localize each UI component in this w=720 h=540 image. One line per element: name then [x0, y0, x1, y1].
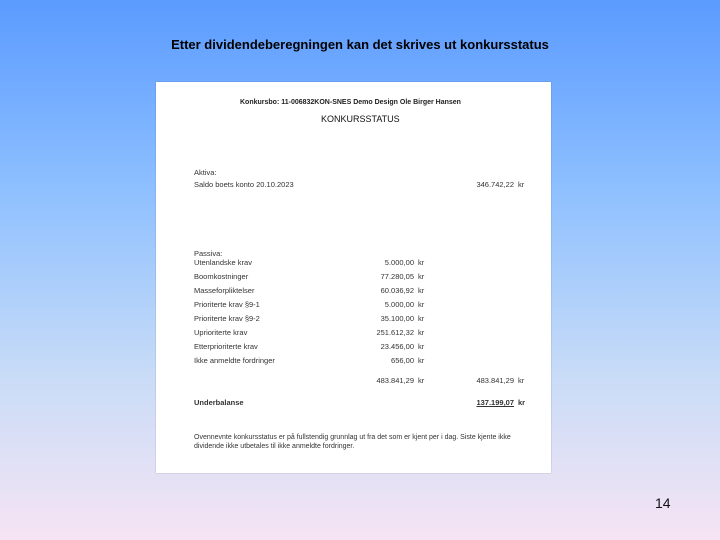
liability-row-amount: 23.456,00 — [380, 342, 414, 351]
liability-row-label: Uprioriterte krav — [194, 328, 248, 337]
liability-row-label: Boomkostninger — [194, 272, 249, 281]
liability-row-amount: 251.612,32 — [376, 328, 414, 337]
liabilities-total-amount: 483.841,29 — [376, 376, 414, 385]
status-note: Ovennevnte konkursstatus er på fullstendig grunnlag ut fra det som er kjent per i dag. Siste kjente ikke dividende ikke utbetales til ikke anmeldte fordringer. — [194, 434, 511, 450]
liability-row-unit: kr — [418, 328, 425, 337]
liability-row-unit: kr — [418, 272, 425, 281]
deficit-label: Underbalanse — [194, 398, 244, 407]
asset-row-label: Saldo boets konto 20.10.2023 — [194, 180, 294, 189]
liability-row-amount: 35.100,00 — [380, 314, 414, 323]
slide-title: Etter dividendeberegningen kan det skrives ut konkursstatus — [171, 37, 549, 52]
document-page — [156, 82, 551, 473]
assets-label: Aktiva: — [194, 168, 217, 177]
liability-row-unit: kr — [418, 258, 425, 267]
liability-row-label: Etterprioriterte krav — [194, 342, 258, 351]
liabilities-total-unit: kr — [418, 376, 425, 385]
page-number: 14 — [655, 495, 671, 511]
liability-row-label: Prioriterte krav §9-2 — [194, 314, 260, 323]
liabilities-total-right-unit: kr — [518, 376, 525, 385]
liability-row-unit: kr — [418, 300, 425, 309]
liability-row-label: Utenlandske krav — [194, 258, 252, 267]
liability-row-label: Prioriterte krav §9-1 — [194, 300, 260, 309]
liability-row-amount: 656,00 — [391, 356, 414, 365]
liability-row-unit: kr — [418, 286, 425, 295]
asset-row-unit: kr — [518, 180, 525, 189]
liability-row-unit: kr — [418, 356, 425, 365]
deficit-unit: kr — [518, 398, 526, 407]
liability-row-unit: kr — [418, 314, 425, 323]
asset-row-amount: 346.742,22 — [476, 180, 514, 189]
liability-row-unit: kr — [418, 342, 425, 351]
document-heading: KONKURSSTATUS — [321, 114, 400, 124]
deficit-amount: 137.199,07 — [476, 398, 514, 407]
estate-header: Konkursbo: 11-006832KON-SNES Demo Design Ole Birger Hansen — [240, 99, 461, 106]
liability-row-amount: 5.000,00 — [384, 258, 414, 267]
liability-row-amount: 77.280,05 — [380, 272, 414, 281]
liability-row-amount: 60.036,92 — [380, 286, 414, 295]
liabilities-label: Passiva: — [194, 249, 223, 258]
liability-row-label: Ikke anmeldte fordringer — [194, 356, 275, 365]
liability-row-label: Masseforpliktelser — [194, 286, 255, 295]
liabilities-total-right-amount: 483.841,29 — [476, 376, 514, 385]
liability-row-amount: 5.000,00 — [384, 300, 414, 309]
